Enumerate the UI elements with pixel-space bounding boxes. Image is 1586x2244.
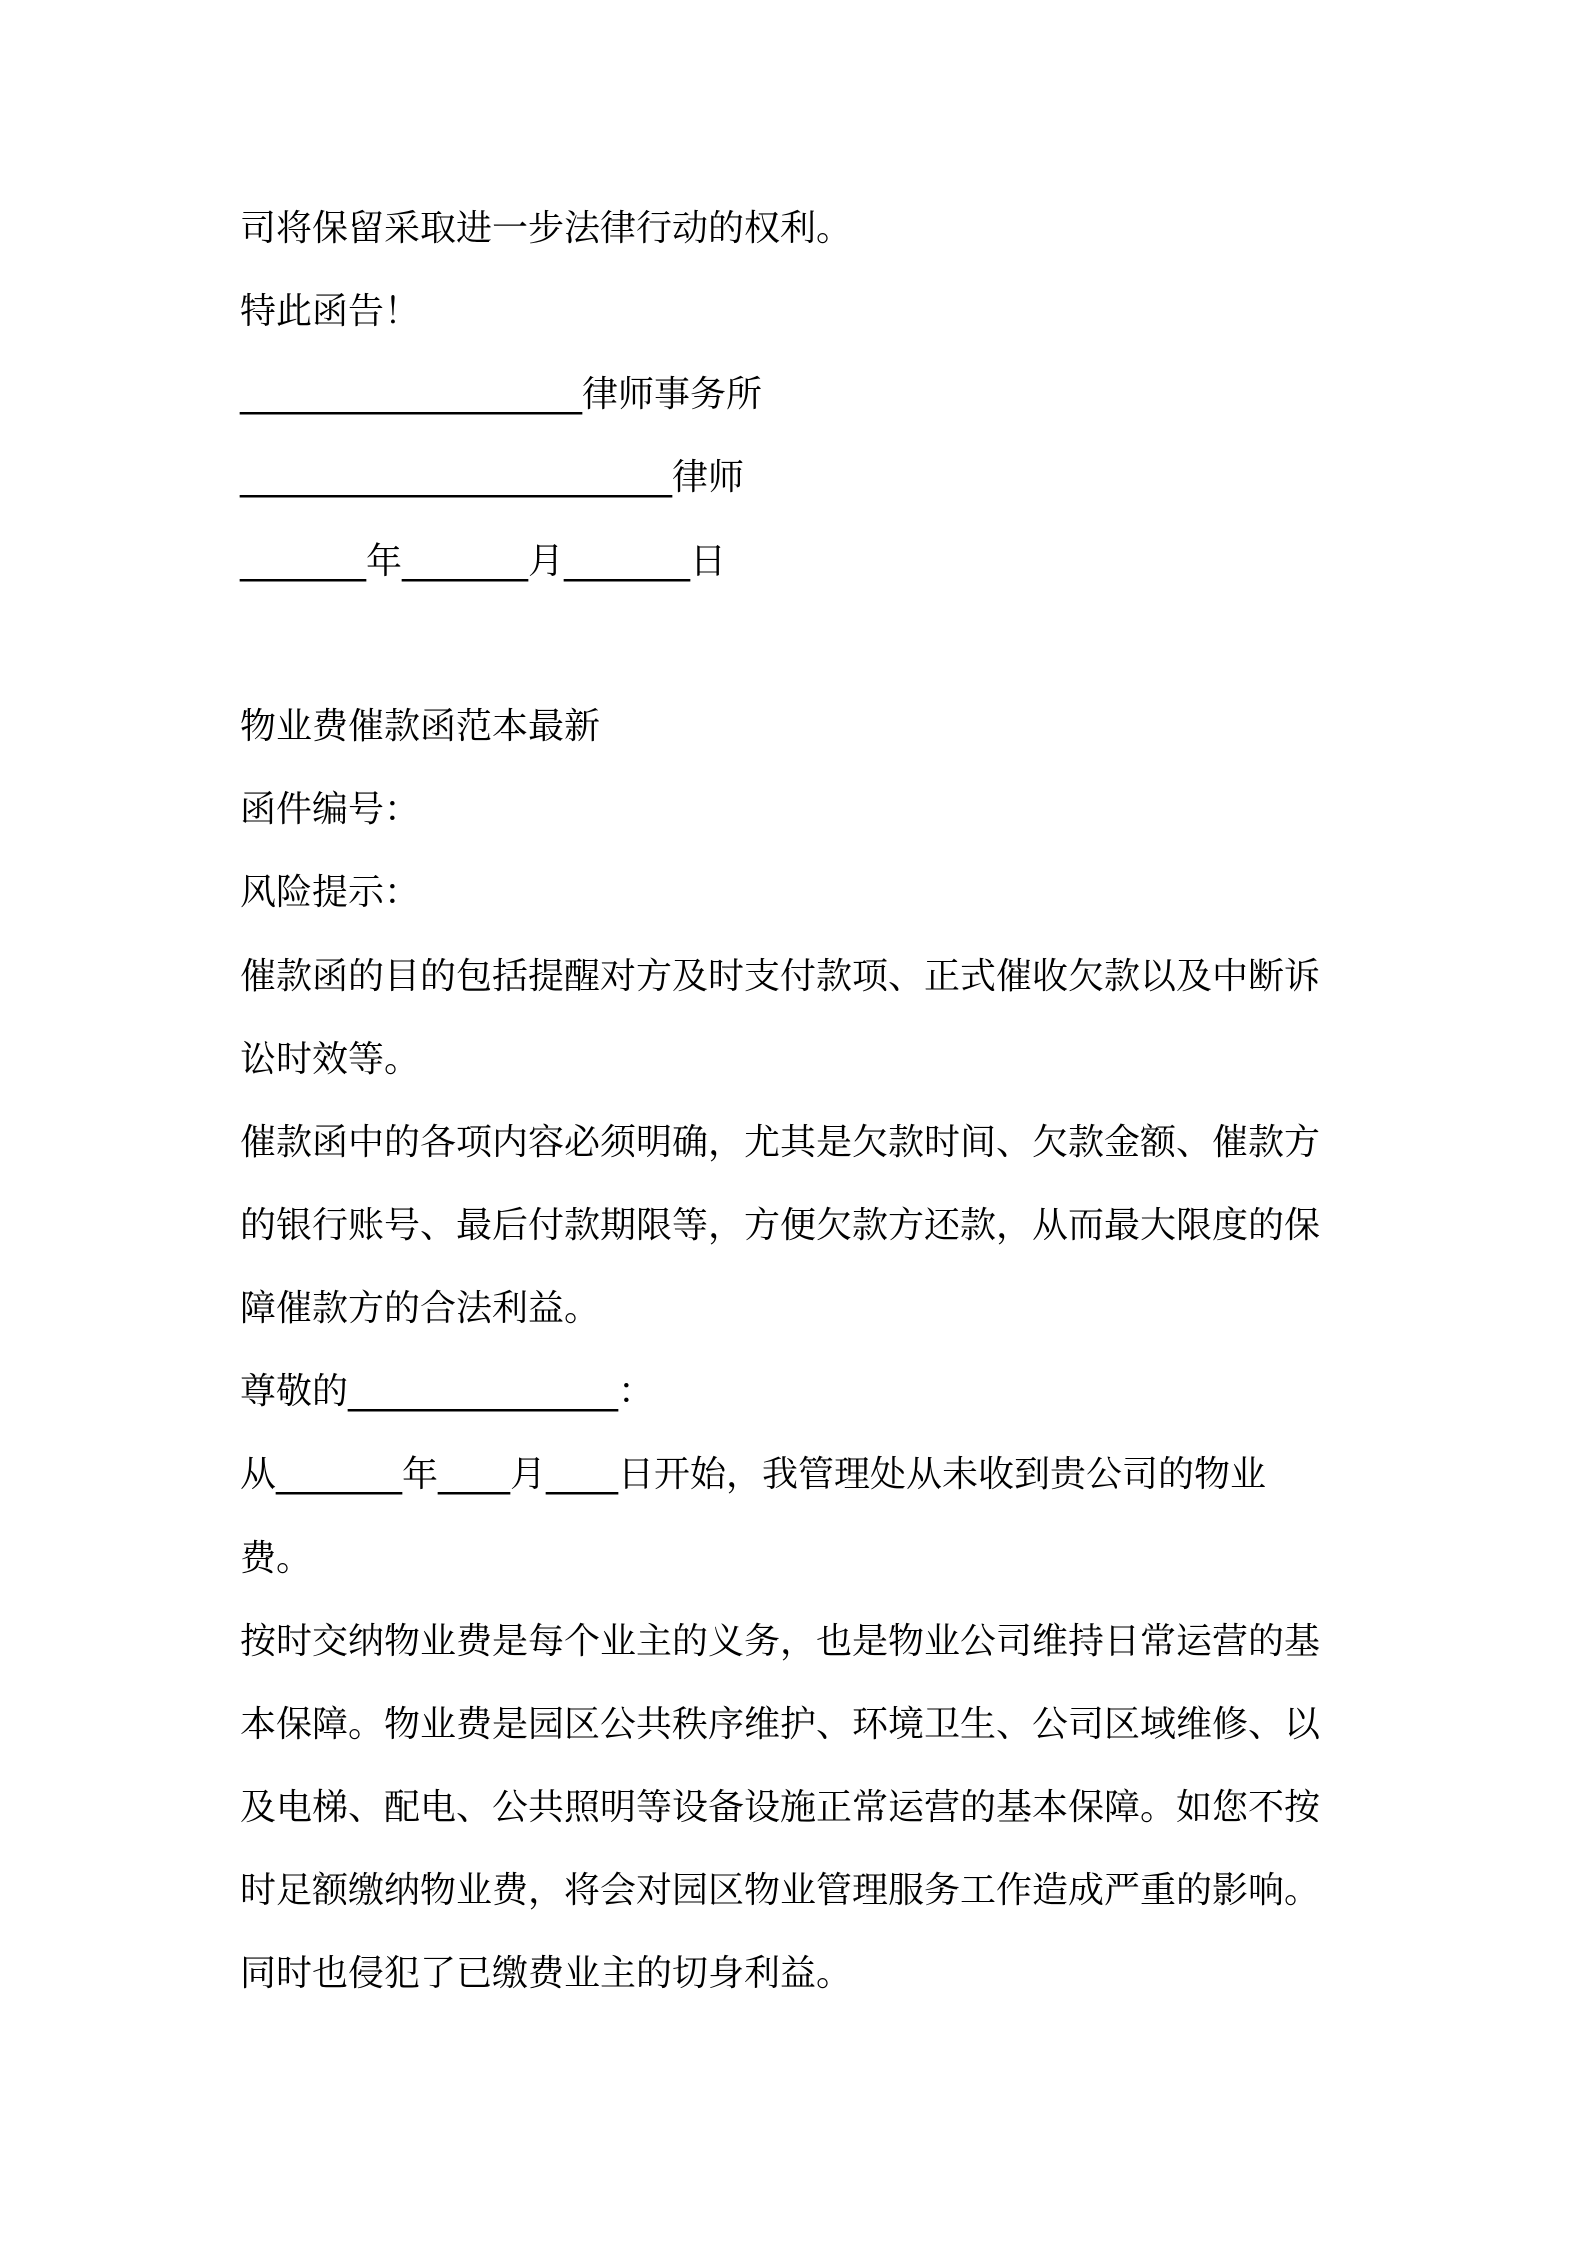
- paragraph-line: 本保障。物业费是园区公共秩序维护、环境卫生、公司区域维修、以: [240, 1704, 1321, 1745]
- signature-lawyer: ________________________律师: [240, 457, 745, 498]
- paragraph-line: 催款函的目的包括提醒对方及时支付款项、正式催收欠款以及中断诉: [240, 956, 1321, 997]
- paragraph-line: 从_______年____月____日开始，我管理处从未收到贵公司的物业: [240, 1454, 1267, 1495]
- salutation: 尊敬的_______________：: [240, 1371, 655, 1412]
- closing-phrase: 特此函告！: [240, 291, 421, 332]
- paragraph-line: 按时交纳物业费是每个业主的义务，也是物业公司维持日常运营的基: [240, 1621, 1321, 1662]
- paragraph-line: 时足额缴纳物业费，将会对园区物业管理服务工作造成严重的影响。: [240, 1870, 1321, 1911]
- signature-date: _______年_______月_______日: [240, 541, 726, 582]
- previous-letter-continuation: 司将保留采取进一步法律行动的权利。: [240, 208, 853, 249]
- signature-law-firm: ___________________律师事务所: [240, 374, 763, 415]
- risk-notice-label: 风险提示：: [240, 872, 421, 913]
- paragraph-line: 及电梯、配电、公共照明等设备设施正常运营的基本保障。如您不按: [240, 1787, 1321, 1828]
- paragraph-line: 讼时效等。: [240, 1039, 421, 1080]
- paragraph-line: 催款函中的各项内容必须明确，尤其是欠款时间、欠款金额、催款方: [240, 1122, 1321, 1163]
- paragraph-line: 费。: [240, 1538, 313, 1579]
- paragraph-line: 的银行账号、最后付款期限等，方便欠款方还款，从而最大限度的保: [240, 1205, 1321, 1246]
- paragraph-line: 同时也侵犯了已缴费业主的切身利益。: [240, 1953, 853, 1994]
- paragraph-line: 障催款方的合法利益。: [240, 1288, 601, 1329]
- letter-number-label: 函件编号：: [240, 789, 421, 830]
- document-title: 物业费催款函范本最新: [240, 706, 601, 747]
